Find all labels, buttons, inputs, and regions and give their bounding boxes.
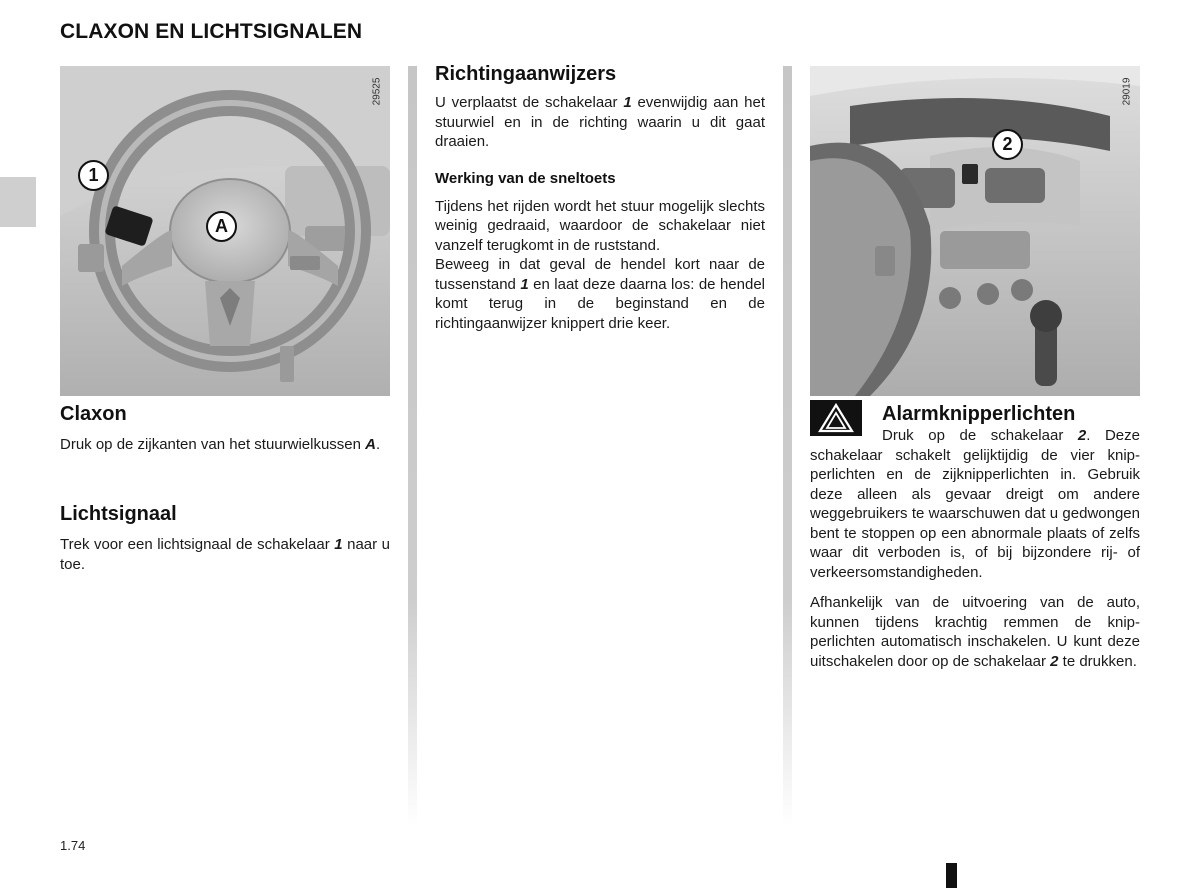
ref-2: 2 — [1050, 652, 1059, 670]
callout-A: A — [206, 211, 237, 242]
steering-wheel-illustration — [60, 66, 390, 396]
richting-section — [435, 63, 765, 333]
claxon-heading: Claxon — [60, 403, 127, 425]
column-divider-2 — [783, 66, 792, 826]
alarm-text-2: Afhankelijk van de uitvoering van de auto, kunnen tijdens krachtig remmen de knipperlichten automatisch inschakelen. U kunt deze uitschakelen door op de schakelaar 2 te drukken. — [810, 594, 1140, 670]
alarm-heading: Alarmknipperlichten — [882, 403, 1076, 425]
ref-1: 1 — [520, 275, 529, 293]
page-title: CLAXON EN LICHTSIGNALEN — [60, 20, 363, 43]
ref-2: 2 — [1077, 427, 1087, 444]
ref-1: 1 — [334, 536, 343, 553]
ref-1: 1 — [623, 94, 632, 111]
claxon-text: Druk op de zijkanten van het stuurwielkussen A. — [60, 436, 381, 453]
alarm-section — [810, 403, 1140, 671]
dashboard-illustration — [810, 66, 1140, 396]
ref-A: A — [365, 436, 377, 453]
sneltoets-text-2: Beweeg in dat geval de hendel kort naar de tussenstand 1 en laat deze daarna los: de hendel komt terug in de beginstand en de richtingaanwijzer knippert drie keer. — [435, 256, 765, 332]
callout-1: 1 — [78, 160, 109, 191]
sneltoets-heading: Werking van de sneltoets — [435, 169, 616, 187]
section-tab — [0, 177, 36, 227]
lichtsignaal-text: Trek voor een lichtsignaal de schakelaar 1 naar u toe. — [60, 536, 390, 573]
richting-heading: Richtingaanwijzers — [435, 63, 617, 85]
claxon-section — [60, 403, 390, 455]
column-divider-1 — [408, 66, 417, 826]
figure-code-left: 29525 — [371, 77, 383, 106]
page-number: 1.74 — [60, 838, 86, 853]
lichtsignaal-heading: Lichtsignaal — [60, 503, 177, 525]
sneltoets-text-1: Tijdens het rijden wordt het stuur mogelijk slechts weinig gedraaid, waardoor de schakelaar niet vanzelf terugkomt in de ruststand. — [435, 197, 765, 254]
corner-mark — [946, 863, 957, 888]
alarm-text-1: Druk op de schakelaar 2. Deze schakelaar schakelt gelijktijdig de vier knipperlichten en de zijknipperlichten in. Gebruik deze alleen als gevaar dreigt om andere weggebruikers te waarschuwen dat u gedwongen bent te stoppen op een abnormale plaats of zelfs waar dit verboden is, of bij bijzondere rij- of verkeersomstandigheden. — [810, 427, 1140, 581]
richting-text: U verplaatst de schakelaar 1 evenwijdig aan het stuurwiel en in de richting waarin u dit gaat draaien. — [435, 94, 765, 150]
figure-code-right: 29019 — [1121, 77, 1133, 106]
dashboard-drawing — [810, 66, 1140, 396]
callout-2: 2 — [992, 129, 1023, 160]
lichtsignaal-section — [60, 503, 390, 574]
